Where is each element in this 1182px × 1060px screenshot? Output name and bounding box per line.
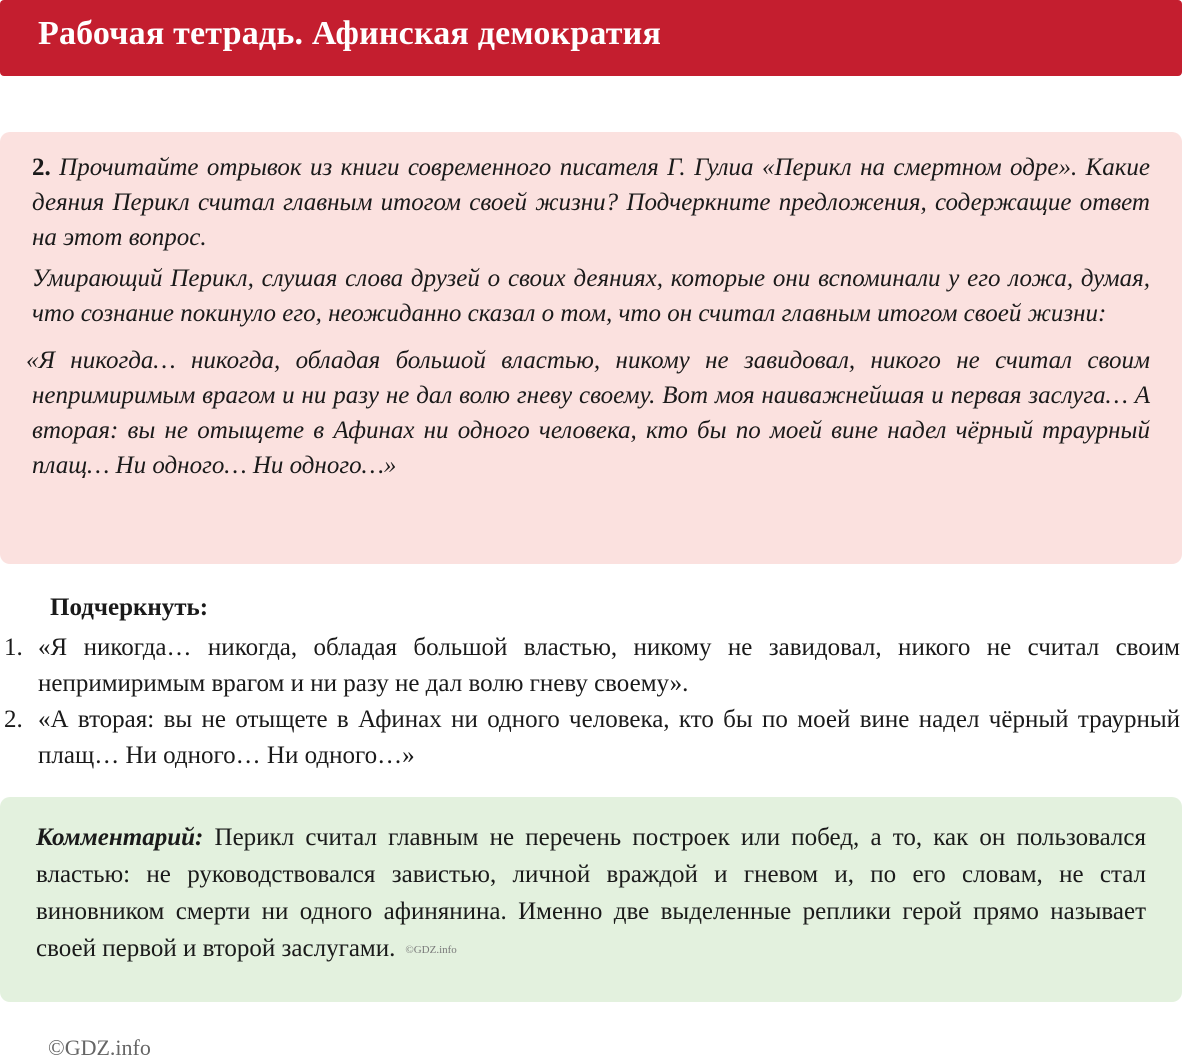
comment-paragraph — [36, 819, 1146, 969]
answer-title: Подчеркнуть: — [50, 594, 209, 621]
page-title: Рабочая тетрадь. Афинская демократия — [38, 15, 662, 52]
task-question — [32, 150, 1150, 255]
task-box — [0, 132, 1182, 564]
comment-box — [0, 797, 1182, 1002]
task-intro: Умирающий Перикл, слушая слова друзей о своих деяниях, которые они вспоминали у его ложа, думая, что сознание покинуло его, неожиданно сказал о том, что он считал главным итогом своей жизни: — [32, 265, 1150, 327]
answer-item-number: 2. — [4, 706, 23, 733]
footer-watermark: ©GDZ.info — [48, 1035, 151, 1060]
list-item — [0, 630, 1182, 702]
task-number: 2. — [32, 154, 51, 181]
answer-item-number: 1. — [4, 634, 23, 661]
comment-watermark: ©GDZ.info — [405, 943, 457, 956]
answer-item-text: «А вторая: вы не отыщете в Афинах ни одного человека, кто бы по моей вине надел чёрный траурный плащ… Ни одного… Ни одного…» — [38, 706, 1180, 769]
answer-list — [0, 630, 1182, 774]
comment-text: Перикл считал главным не перечень построек или побед, а то, как он пользовался властью: не руководствовался завистью, личной враждой и гневом и, по его словам, не стал виновником смерти ни одного афинянина. Именно две выделенные реплики герой прямо называет своей первой и второй заслугами. — [36, 824, 1146, 962]
list-item — [0, 702, 1182, 774]
page-header — [0, 0, 1182, 76]
answer-item-text: «Я никогда… никогда, обладая большой властью, никому не завидовал, никого не считал своим непримиримым врагом и ни разу не дал волю гневу своему». — [38, 634, 1180, 697]
task-question-text: Прочитайте отрывок из книги современного писателя Г. Гулиа «Перикл на смертном одре». Какие деяния Перикл считал главным итогом своей жизни? Подчеркните предложения, содержащие ответ на этот вопрос. — [32, 154, 1151, 251]
comment-label: Комментарий: — [36, 824, 204, 851]
task-quote: «Я никогда… никогда, обладая большой властью, никому не завидовал, никого не считал своим непримиримым врагом и ни разу не дал волю гневу своему. Вот моя наиважнейшая и первая заслуга… А вторая: вы не отыщете в Афинах ни одного человека, кто бы по моей вине надел чёрный траурный плащ… Ни одного… Ни одного…» — [26, 347, 1150, 479]
answer-section — [0, 590, 1182, 774]
